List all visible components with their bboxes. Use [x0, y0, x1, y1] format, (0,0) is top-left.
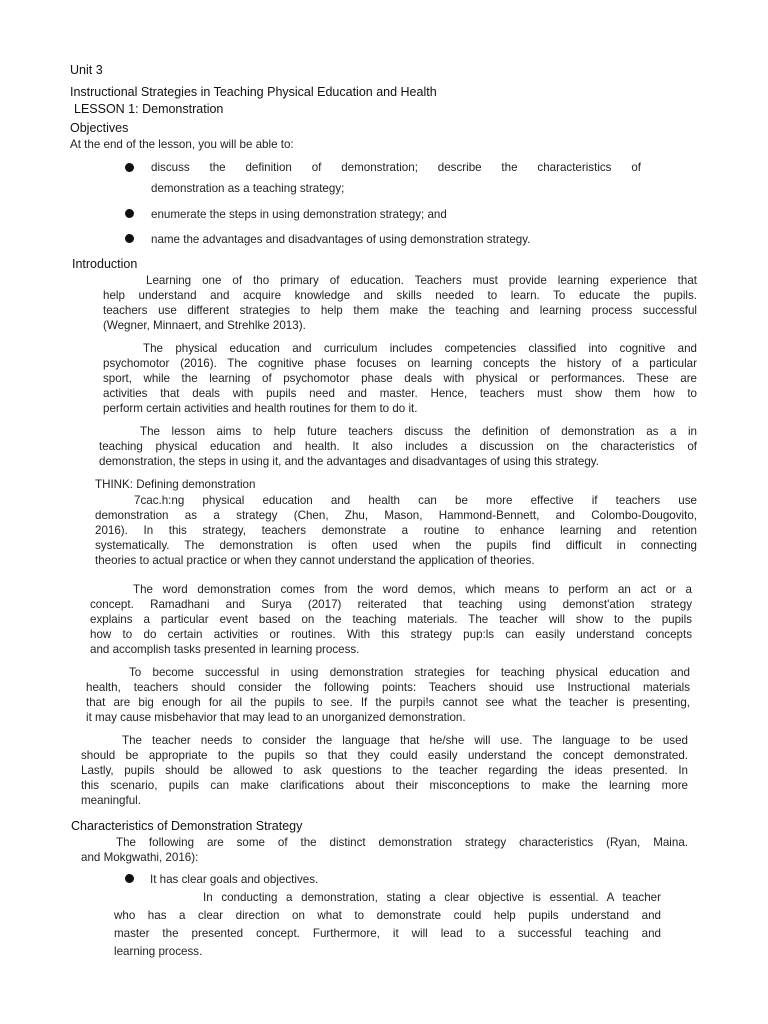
think-p1-line: 2016). In this strategy, teachers demonstrate a routine to enhance learning and retention — [95, 524, 697, 537]
think-p2-line: and accomplish tasks presented in learning process. — [90, 643, 360, 656]
intro-p3-line: demonstration, the steps in using it, and the advantages and disadvantages of using this strategy. — [99, 455, 599, 468]
think-p1-line: 7cac.h:ng physical education and health can be more effective if teachers use — [134, 494, 697, 507]
page-title: Instructional Strategies in Teaching Physical Education and Health — [70, 85, 437, 99]
think-p4-line: The teacher needs to consider the language that he/she will use. The language to be used — [122, 734, 688, 747]
intro-p2-line: perform certain activities and health routines for them to do it. — [103, 402, 418, 415]
characteristics-intro-line: and Mokgwathi, 2016): — [81, 851, 199, 864]
intro-p2-line: activities that deals with pupils need and master. Hence, teachers must show them how to — [103, 387, 697, 400]
think-p3-line: it may cause misbehavior that may lead to an unorganized demonstration. — [86, 711, 466, 724]
intro-p1-line: Learning one of tho primary of education. Teachers must provide learning experience that — [146, 274, 697, 287]
think-p1-line: demonstration as a strategy (Chen, Zhu, Mason, Hammond-Bennett, and Colombo-Dougovito, — [95, 509, 697, 522]
lesson-title: LESSON 1: Demonstration — [74, 102, 224, 116]
characteristics-heading: Characteristics of Demonstration Strategy — [71, 819, 303, 833]
think-p2-line: explains a particular event based on the teaching materials. The teacher will show to the pupils — [90, 613, 692, 626]
characteristic-1: It has clear goals and objectives. — [150, 873, 319, 886]
think-p1-line: theories to actual practice or when they cannot understand the application of theories. — [95, 554, 535, 567]
think-p2-line: The word demonstration comes from the word demos, which means to perform an act or a — [133, 583, 692, 596]
bullet-icon — [125, 234, 134, 243]
bullet-icon — [125, 209, 134, 218]
intro-p2-line: sport, while the learning of psychomotor phase deals with physical or performances. These are — [103, 372, 697, 385]
bullet-icon — [125, 874, 134, 883]
think-p2-line: concept. Ramadhani and Surya (2017) reiterated that teaching using demonst'ation strategy — [90, 598, 692, 611]
think-p3-line: health, teachers should consider the following points: Teachers shouid use Instructional materials — [86, 681, 690, 694]
characteristic-1-line: master the presented concept. Furthermore, it will lead to a successful teaching and — [114, 927, 661, 940]
objective-1-line-1: discuss the definition of demonstration; describe the characteristics of — [151, 161, 641, 174]
bullet-icon — [125, 163, 134, 172]
think-p4-line: Lastly, pupils should be allowed to ask questions to the teacher regarding the ideas presented. In — [81, 764, 688, 777]
think-p3-line: that are big enough for ail the pupils to see. If the purpi!s cannot see what the teacher is presenting, — [86, 696, 690, 709]
think-p4-line: meaningful. — [81, 794, 141, 807]
objectives-heading: Objectives — [70, 121, 129, 135]
intro-p2-line: psychomotor (2016). The cognitive phase focuses on learning concepts the history of a particular — [103, 357, 697, 370]
unit-label: Unit 3 — [70, 63, 103, 77]
objective-2: enumerate the steps in using demonstration strategy; and — [151, 208, 447, 221]
intro-p1-line: teachers use different strategies to help them make the teaching and learning process successful — [103, 304, 697, 317]
intro-p3-line: teaching physical education and health. It also includes a discussion on the characteristics of — [99, 440, 697, 453]
think-p2-line: how to do certain activities or routines. With this strategy pup:ls can easily understand concepts — [90, 628, 692, 641]
think-p4-line: this scenario, pupils can make clarifications about their misconceptions to make the learning more — [81, 779, 688, 792]
introduction-heading: Introduction — [72, 257, 138, 271]
intro-p1-line: (Wegner, Minnaert, and Strehlke 2013). — [103, 319, 306, 332]
think-p3-line: To become successful in using demonstration strategies for teaching physical education and — [129, 666, 690, 679]
think-p1-line: systematically. The demonstration is often used when the pupils find difficult in connecting — [95, 539, 697, 552]
objectives-intro: At the end of the lesson, you will be able to: — [70, 138, 294, 151]
think-p4-line: should be appropriate to the pupils so that they could easily understand the concept demonstrated. — [81, 749, 688, 762]
objective-1-line-2: demonstration as a teaching strategy; — [151, 182, 345, 195]
objective-3: name the advantages and disadvantages of using demonstration strategy. — [151, 233, 531, 246]
intro-p3-line: The lesson aims to help future teachers discuss the definition of demonstration as a in — [140, 425, 697, 438]
intro-p1-line: help understand and acquire knowledge and skills needed to learn. To educate the pupils. — [103, 289, 697, 302]
characteristic-1-line: learning process. — [114, 945, 203, 958]
characteristic-1-line: In conducting a demonstration, stating a clear objective is essential. A teacher — [203, 891, 661, 904]
characteristics-intro-line: The following are some of the distinct demonstration strategy characteristics (Ryan, Maina. — [116, 836, 688, 849]
intro-p2-line: The physical education and curriculum includes competencies classified into cognitive and — [143, 342, 697, 355]
characteristic-1-line: who has a clear direction on what to demonstrate could help pupils understand and — [114, 909, 661, 922]
think-heading: THINK: Defining demonstration — [95, 478, 256, 491]
